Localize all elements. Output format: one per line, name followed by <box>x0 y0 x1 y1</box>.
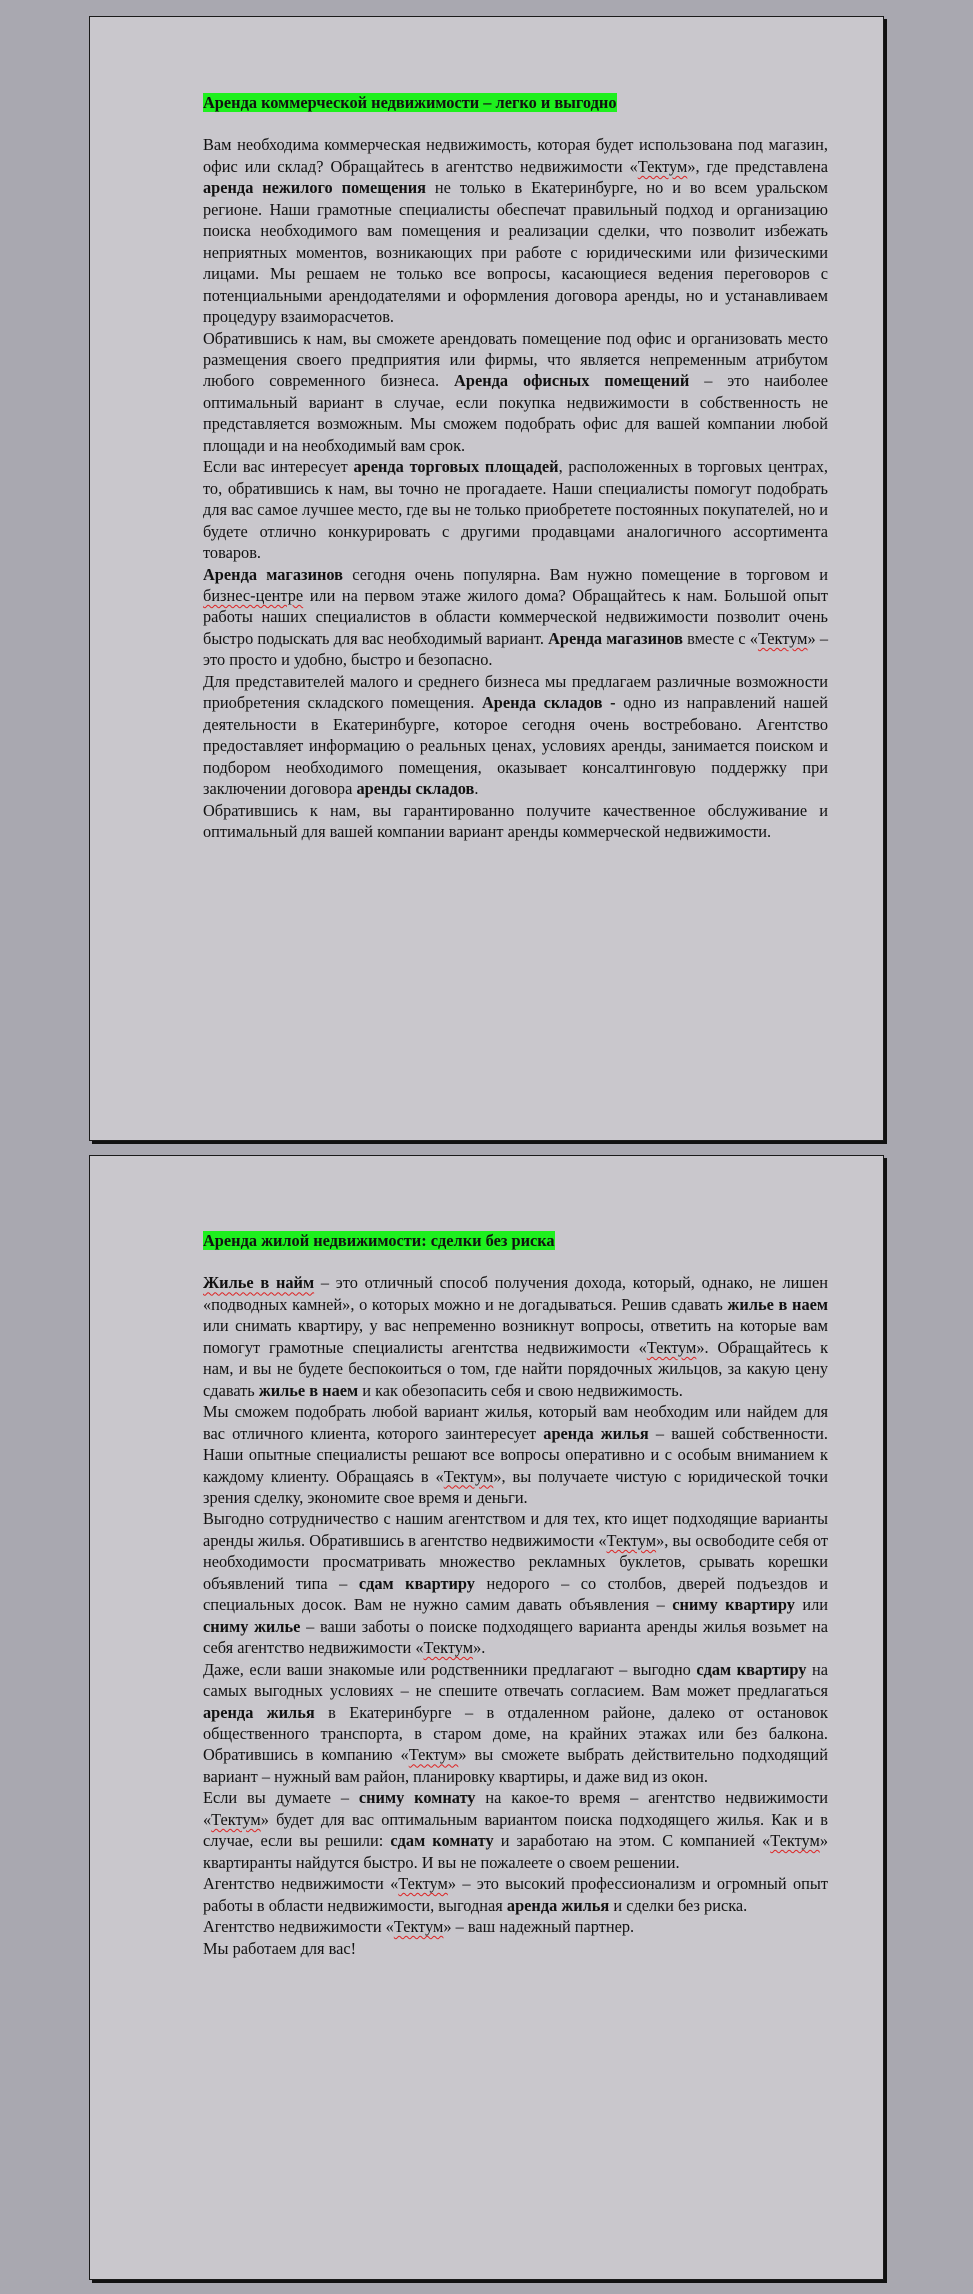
text-run: и как обезопасить себя и свою недвижимость. <box>358 1380 683 1400</box>
paragraph <box>203 1873 828 1916</box>
text-run: » квартиранты найдутся быстро. И вы не пожалеете о своем решении. <box>203 1831 828 1872</box>
paragraph <box>203 328 828 457</box>
text-run: » – это высокий профессионализм и огромный опыт работы в области недвижимости, выгодная <box>203 1874 828 1915</box>
text-run: Мы сможем подобрать любой вариант жилья, который вам необходим или найдем для вас отличного клиента, которого заинтересует <box>203 1402 828 1443</box>
bold-text-run: аренда жилья <box>203 1702 315 1722</box>
bold-text-run: аренда нежилого помещения <box>203 178 427 198</box>
text-run: на какое-то время – агентство недвижимости « <box>203 1788 828 1829</box>
page-2-paragraphs <box>203 1272 828 1959</box>
text-run: Агентство недвижимости « <box>203 1917 394 1937</box>
page-1-text[interactable] <box>203 92 828 842</box>
document-page-2 <box>89 1155 884 2280</box>
text-run: на самых выгодных условиях – не спешите отвечать согласием. Вам может предлагаться <box>203 1659 828 1701</box>
paragraph <box>203 1272 828 1401</box>
text-run: », вы получаете чистую с юридической точки зрения сделку, экономите свое время и деньги. <box>203 1466 828 1507</box>
bold-text-run: Аренда магазинов <box>203 564 344 584</box>
bold-text-run: жилье в наем <box>727 1294 829 1314</box>
bold-text-run: сдам квартиру <box>696 1659 807 1679</box>
text-run: или <box>794 1595 828 1615</box>
document-page-1 <box>89 16 884 1141</box>
spellcheck-marked-word: Тектум <box>423 1638 474 1658</box>
page-1-paragraphs <box>203 134 828 842</box>
text-run: Обратившись к нам, вы сможете арендовать помещение под офис и организовать место размещения своего предприятия или фирмы, что является непременным атрибутом любого современного бизнеса. <box>203 328 828 391</box>
text-run: ». <box>473 1638 486 1658</box>
highlighted-heading: Аренда жилой недвижимости: сделки без риска <box>203 1231 555 1250</box>
bold-text-run: аренда жилья <box>543 1423 649 1443</box>
paragraph <box>203 1938 828 1959</box>
paragraph <box>203 1787 828 1873</box>
text-run: сегодня очень популярна. Вам нужно помещение в торговом и <box>343 564 828 584</box>
paragraph <box>203 564 828 671</box>
text-run: или снимать квартиру, у вас непременно возникнут вопросы, ответить на которые вам помогут грамотные специалисты агентства недвижимости « <box>203 1316 828 1357</box>
text-run: » вы сможете выбрать действительно подходящий вариант – нужный вам район, планировку квартиры, и даже вид из окон. <box>203 1745 828 1786</box>
bold-text-run: сдам комнату <box>390 1831 494 1851</box>
text-run: вместе с « <box>683 628 758 648</box>
paragraph <box>203 1916 828 1937</box>
bold-text-run: сниму комнату <box>358 1788 476 1808</box>
text-run: или на первом этаже жилого дома? Обращайтесь к нам. Большой опыт работы наших специалистов в области коммерческой недвижимости позволит очень быстро подыскать для вас необходимый вариант. <box>203 585 828 648</box>
text-run: Мы работаем для вас! <box>203 1938 357 1958</box>
spellcheck-marked-word: Тектум <box>606 1530 657 1550</box>
spellcheck-marked-word: Тектум <box>393 1917 444 1937</box>
spellcheck-marked-word: Тектум <box>646 1337 697 1357</box>
text-run: в Екатеринбурге – в отдаленном районе, далеко от остановок общественного транспорта, в старом доме, на крайних этажах или без балкона. Обратившись в компанию « <box>203 1702 828 1765</box>
text-run: » – это просто и удобно, быстро и безопасно. <box>203 628 828 670</box>
bold-text-run: аренда жилья <box>506 1895 610 1915</box>
bold-text-run: Аренда офисных помещений <box>454 371 690 391</box>
text-run: ». Обращайтесь к нам, и вы не будете беспокоиться о том, где найти порядочных жильцов, за какую цену сдавать <box>203 1337 829 1400</box>
text-run: одно из направлений нашей деятельности в Екатеринбурге, которое сегодня очень востребовано. Агентство предоставляет информацию о реальных ценах, условиях аренды, занимается поиском и подбором необходимого помещения, оказывает консалтинговую поддержку при заключении договора <box>203 693 828 799</box>
spellcheck-marked-word: Тектум <box>757 628 808 648</box>
text-run: Обратившись к нам, вы гарантированно получите качественное обслуживание и оптимальный для вашей компании вариант аренды коммерческой недвижимости. <box>203 800 828 841</box>
text-run: », где представлена <box>687 156 828 176</box>
bold-text-run: сниму квартиру <box>672 1595 795 1615</box>
bold-text-run: Аренда складов - <box>481 693 616 713</box>
spellcheck-marked-word: Тектум <box>408 1745 459 1765</box>
paragraph <box>203 134 828 327</box>
page-2-text[interactable] <box>203 1230 828 1959</box>
text-run: Если вас интересует <box>203 457 354 477</box>
highlighted-heading: Аренда коммерческой недвижимости – легко и выгодно <box>203 93 617 112</box>
bold-text-run: аренда торговых площадей <box>353 457 559 477</box>
bold-text-run: жилье в наем <box>258 1380 359 1400</box>
paragraph <box>203 1401 828 1508</box>
page-2-heading <box>203 1230 828 1251</box>
text-run: Для представителей малого и среднего бизнеса мы предлагаем различные возможности приобретения складского помещения. <box>203 671 828 713</box>
text-run: », вы освободите себя от необходимости просматривать множество рекламных буклетов, срывать корешки объявлений типа – <box>203 1530 828 1593</box>
text-run: Вам необходима коммерческая недвижимость, которая будет использована под магазин, офис или склад? Обращайтесь в агентство недвижимости « <box>203 135 828 176</box>
page-1-heading <box>203 92 828 113</box>
text-run: – это наиболее оптимальный вариант в случае, если покупка недвижимости в собственность не представляется возможным. Мы сможем подобрать офис для вашей компании любой площади и на необходимый вам срок. <box>203 371 828 455</box>
spellcheck-marked-word: Тектум <box>211 1809 261 1829</box>
text-run: не только в Екатеринбурге, но и во всем уральском регионе. Наши грамотные специалисты обеспечат правильный подход и организацию поиска необходимого вам помещения и реализации сделки, что позволит избежать неприятных моментов, возникающих при работе с юридическими или физическими лицами. Мы решаем не только все вопросы, касающиеся ведения переговоров с потенциальными арендодателями и оформления договора аренды, но и устанавливаем процедуру взаиморасчетов. <box>203 178 828 327</box>
text-run: , расположенных в торговых центрах, то, обратившись к нам, вы точно не прогадаете. Наши специалисты помогут подобрать для вас самое лучшее место, где вы не только приобретете постоянных покупателей, но и будете отлично конкурировать с другими продавцами аналогичного ассортимента товаров. <box>203 457 828 563</box>
text-run: Выгодно сотрудничество с нашим агентством и для тех, кто ищет подходящие варианты аренды жилья. Обратившись в агентство недвижимости « <box>203 1509 828 1550</box>
spellcheck-marked-word: Тектум <box>443 1466 494 1486</box>
text-run: – ваши заботы о поиске подходящего варианта аренды жилья возьмет на себя агентство недвижимости « <box>203 1616 828 1658</box>
bold-text-run: Аренда магазинов <box>548 628 684 648</box>
text-run: недорого – со столбов, дверей подъездов и специальных досок. Вам не нужно самим давать объявления – <box>203 1573 828 1615</box>
text-run: Даже, если ваши знакомые или родственники предлагают – выгодно <box>203 1659 697 1679</box>
spellcheck-marked-word: Тектум <box>637 156 688 176</box>
spellcheck-marked-word: Тектум <box>770 1831 820 1851</box>
bold-text-run: аренды складов <box>356 779 475 799</box>
bold-text-run: сниму жилье <box>203 1616 301 1636</box>
text-run: . <box>474 779 479 799</box>
paragraph <box>203 456 828 563</box>
text-run: и сделки без риска. <box>609 1895 748 1915</box>
spellcheck-marked-word: бизнес-центре <box>203 585 304 605</box>
text-run: » – ваш надежный партнер. <box>443 1917 635 1937</box>
spellcheck-marked-word: Тектум <box>398 1874 448 1894</box>
paragraph <box>203 800 828 843</box>
paragraph <box>203 1659 828 1788</box>
text-run: Если вы думаете – <box>203 1788 359 1808</box>
bold-text-run: Жилье в найм <box>203 1273 315 1293</box>
paragraph <box>203 1508 828 1658</box>
text-run: Агентство недвижимости « <box>203 1874 399 1894</box>
text-run: и заработаю на этом. С компанией « <box>493 1831 771 1851</box>
text-run: » будет для вас оптимальным вариантом поиска подходящего жилья. Как и в случае, если вы решили: <box>203 1809 828 1851</box>
bold-text-run: сдам квартиру <box>358 1573 475 1593</box>
paragraph <box>203 671 828 800</box>
text-run: – вашей собственности. Наши опытные специалисты решают все вопросы оперативно и с особым вниманием к каждому клиенту. Обращаясь в « <box>203 1423 829 1486</box>
text-run: – это отличный способ получения дохода, который, однако, не лишен «подводных камней», о которых можно и не догадываться. Решив сдавать <box>203 1273 829 1314</box>
